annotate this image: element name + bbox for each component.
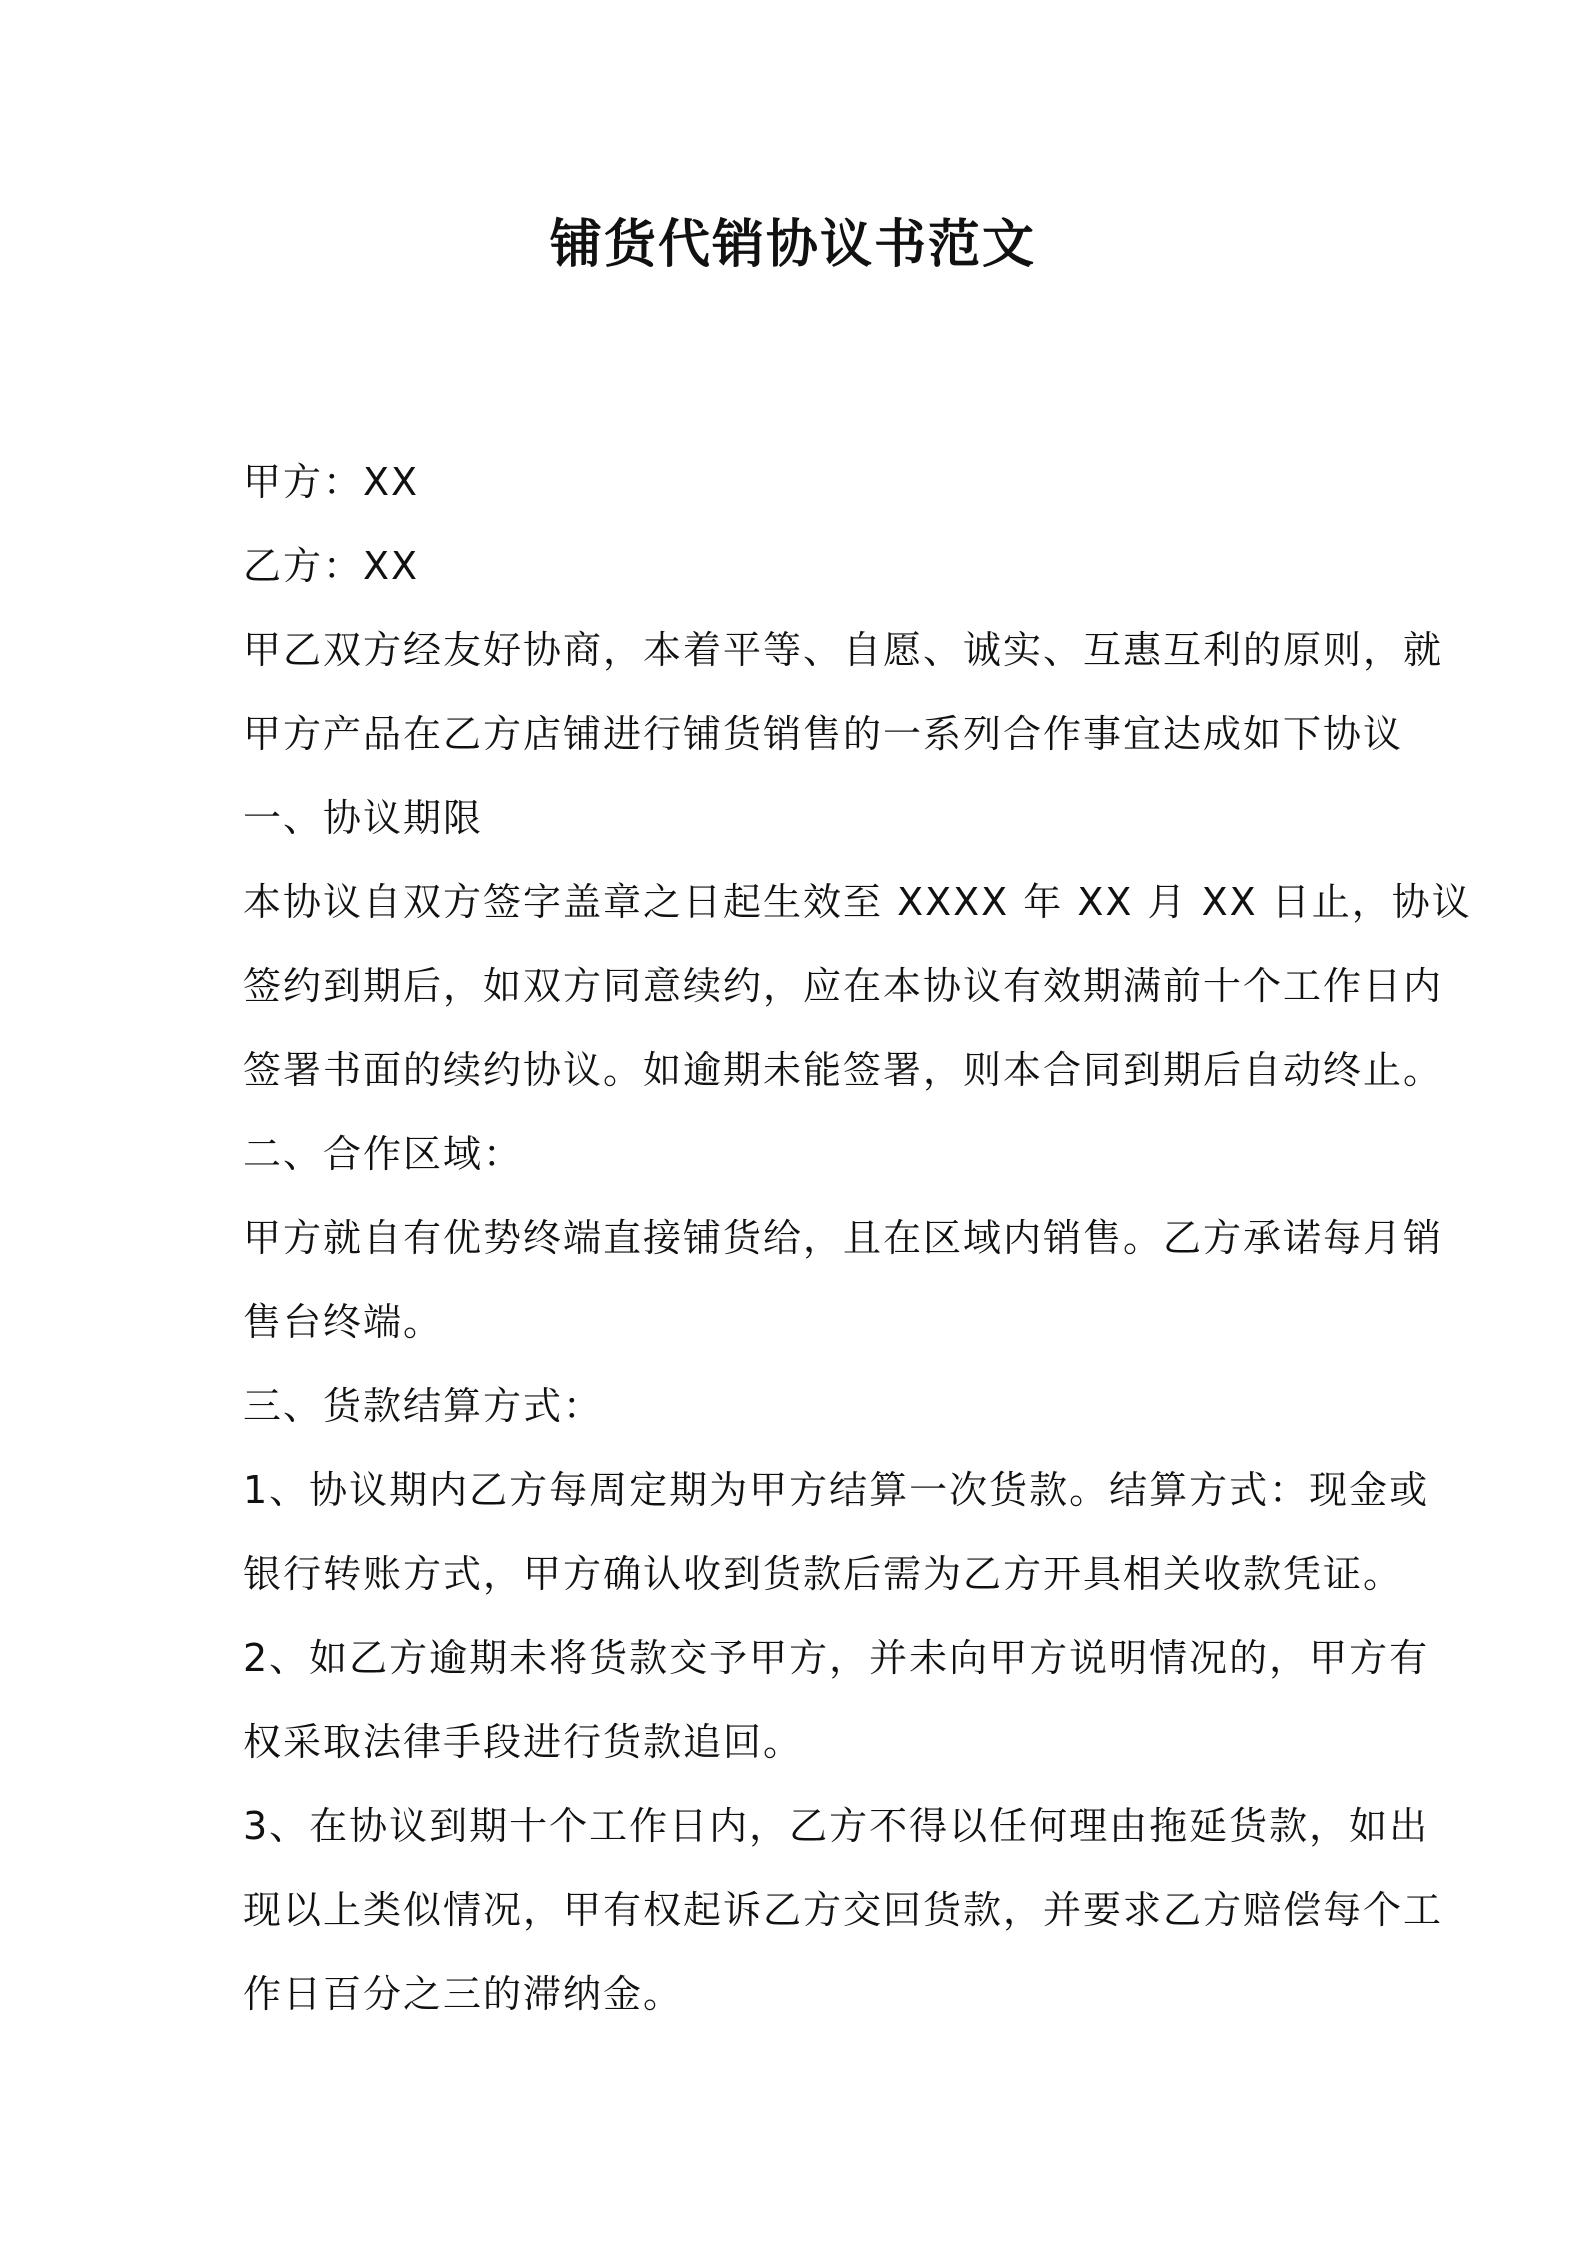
- settlement-item-line: 现以上类似情况，甲有权起诉乙方交回货款，并要求乙方赔偿每个工: [243, 1888, 1444, 1932]
- settlement-item-line: 3、在协议到期十个工作日内，乙方不得以任何理由拖延货款，如出: [243, 1804, 1430, 1848]
- section-heading-term: 一、协议期限: [243, 796, 484, 840]
- settlement-item-line: 2、如乙方逾期未将货款交予甲方，并未向甲方说明情况的，甲方有: [243, 1636, 1430, 1680]
- settlement-item-line: 作日百分之三的滞纳金。: [243, 1972, 684, 2016]
- term-paragraph-line: 签署书面的续约协议。如逾期未能签署，则本合同到期后自动终止。: [243, 1048, 1444, 1092]
- region-paragraph-line: 售台终端。: [243, 1300, 444, 1344]
- document-body: [243, 440, 1472, 2036]
- party-a-line: 甲方：XX: [243, 460, 420, 504]
- settlement-item-line: 权采取法律手段进行货款追回。: [243, 1720, 804, 1764]
- term-paragraph-line: 签约到期后，如双方同意续约，应在本协议有效期满前十个工作日内: [243, 964, 1444, 1008]
- intro-line: 甲方产品在乙方店铺进行铺货销售的一系列合作事宜达成如下协议: [243, 712, 1404, 756]
- settlement-item-line: 1、协议期内乙方每周定期为甲方结算一次货款。结算方式：现金或: [243, 1468, 1430, 1512]
- term-paragraph-line: 本协议自双方签字盖章之日起生效至 XXXX 年 XX 月 XX 日止，协议: [243, 880, 1472, 924]
- region-paragraph-line: 甲方就自有优势终端直接铺货给，且在区域内销售。乙方承诺每月销: [243, 1216, 1444, 1260]
- document-title: 铺货代销协议书范文: [549, 215, 1036, 275]
- section-heading-region: 二、合作区域：: [243, 1132, 524, 1176]
- party-b-line: 乙方：XX: [243, 544, 420, 588]
- settlement-item-line: 银行转账方式，甲方确认收到货款后需为乙方开具相关收款凭证。: [243, 1552, 1404, 1596]
- intro-line: 甲乙双方经友好协商，本着平等、自愿、诚实、互惠互利的原则，就: [243, 628, 1444, 672]
- section-heading-settlement: 三、货款结算方式：: [243, 1384, 604, 1428]
